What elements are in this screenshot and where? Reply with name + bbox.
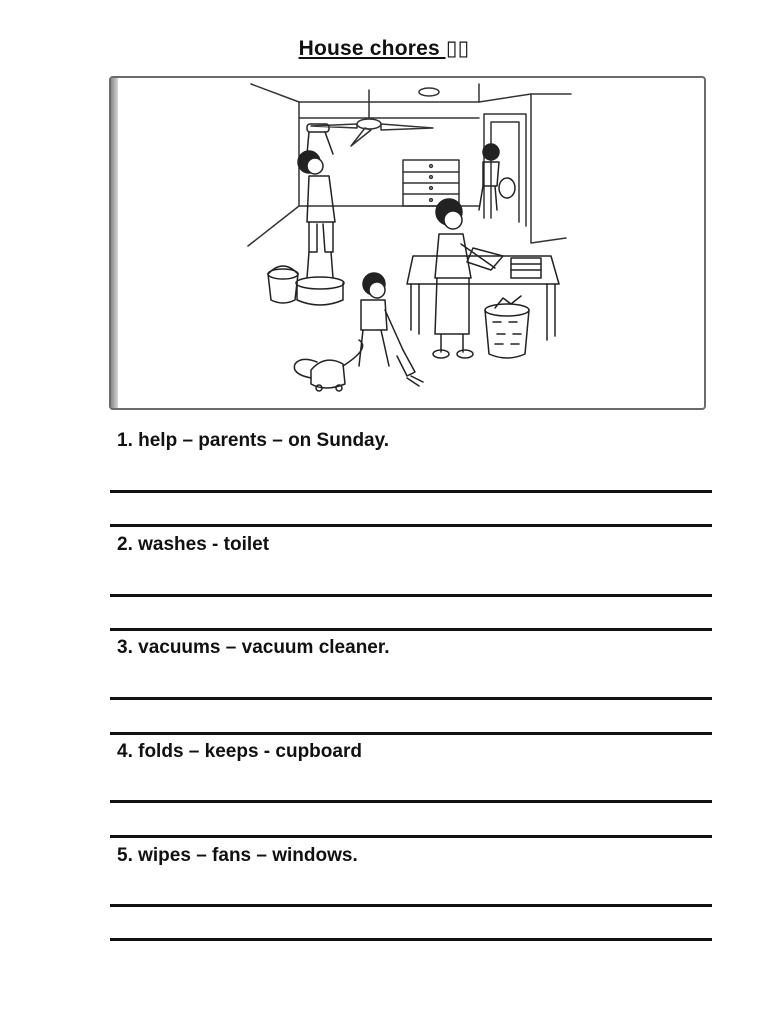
laundry-basket [485,296,529,358]
boy-vacuuming [359,273,423,386]
boy-wiping-fan [296,124,344,305]
table-with-clothes [407,248,559,340]
answer-line-3b[interactable] [110,732,712,735]
house-chores-illustration [109,76,706,410]
answer-line-2b[interactable] [110,628,712,631]
answer-line-3a[interactable] [110,697,712,700]
room-outline [248,84,571,246]
family-doing-house-chores-illustration [111,78,706,410]
answer-line-2a[interactable] [110,594,712,597]
ceiling-fan [311,88,439,146]
doorway [484,114,526,226]
vacuum-cleaner [294,340,362,391]
question-3: 3. vacuums – vacuum cleaner. [117,637,390,658]
answer-line-5b[interactable] [110,938,712,941]
answer-line-1b[interactable] [110,524,712,527]
question-4: 4. folds – keeps - cupboard [117,741,362,762]
answer-line-1a[interactable] [110,490,712,493]
worksheet-title: House chores ▯▯ [298,37,470,60]
question-1: 1. help – parents – on Sunday. [117,430,390,451]
question-5: 5. wipes – fans – windows. [117,845,358,866]
bucket [268,266,298,303]
question-2: 2. washes - toilet [117,534,270,555]
answer-line-5a[interactable] [110,904,712,907]
answer-line-4a[interactable] [110,800,712,803]
answer-line-4b[interactable] [110,835,712,838]
girl-folding-clothes [433,199,495,358]
